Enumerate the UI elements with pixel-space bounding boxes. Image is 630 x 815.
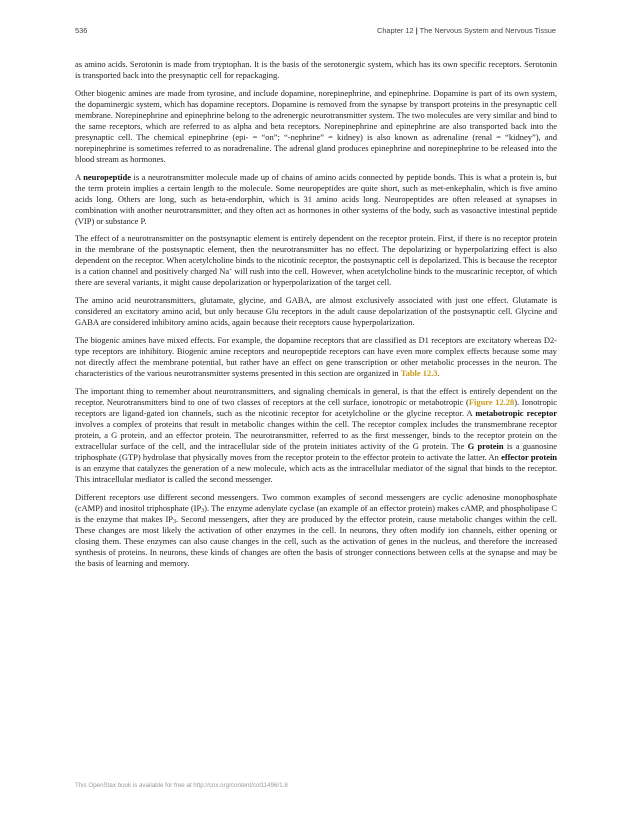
superscript-plus: +: [229, 267, 233, 274]
text-run: The important thing to remember about neurotransmitters, and signaling chemicals in general, is that the effect is entirely dependent on the receptor. Neurotransmitters bind to one of two classes of receptors at the cell surface, ionotropic or metabotropic (: [75, 385, 557, 407]
paragraph-second-messengers: [75, 492, 557, 569]
page-number: 536: [75, 26, 88, 35]
key-term-neuropeptide: neuropeptide: [83, 171, 131, 182]
paragraph-mixed-effects: [75, 335, 557, 379]
key-term-g-protein: G protein: [467, 440, 504, 451]
chapter-prefix: Chapter 12: [376, 26, 414, 35]
text-run: involves a complex of proteins that result in metabolic changes within the cell. The receptor complex includes the transmembrane receptor protein, a G protein, and an effector protein. The neurotransmitter, referred to as the first messenger, binds to the receptor protein on the extracellular surface of the cell, and the intracellular side of the protein initiates activity of the G protein. The: [75, 418, 557, 451]
paragraph-receptor-effect: [75, 233, 557, 288]
table-reference-link[interactable]: Table 12.3: [400, 367, 438, 378]
paragraph-amino-acid-neurotransmitters: The amino acid neurotransmitters, glutamate, glycine, and GABA, are almost exclusively associated with just one effect. Glutamate is considered an excitatory amino acid, but only because Glu receptors in the adult cause depolarization of the postsynaptic cell. Glycine and GABA are considered inhibitory amino acids, again because their receptors cause hyperpolarization.: [75, 295, 557, 328]
paragraph-serotonin: as amino acids. Serotonin is made from tryptophan. It is the basis of the serotonergic system, which has its own specific receptors. Serotonin is transported back into the presynaptic cell for repackaging.: [75, 59, 557, 80]
paragraph-biogenic-amines: Other biogenic amines are made from tyrosine, and include dopamine, norepinephrine, and epinephrine. Dopamine is part of its own system, the dopaminergic system, which has dopamine receptors. Dopamine is removed from the synapse by transport proteins in the presynaptic cell membrane. Norepinephrine and epinephrine belong to the adrenergic neurotransmitter system. The two molecules are very similar and bind to the same receptors, which are referred to as alpha and beta receptors. Norepinephrine and epinephrine are also transported back into the presynaptic cell. The chemical epinephrine (epi- = “on”; “-nephrine” = kidney) is also known as adrenaline (renal = “kidney”), and norepinephrine is sometimes referred to as noradrenaline. The adrenal gland produces epinephrine and norepinephrine to be released into the blood stream as hormones.: [75, 87, 557, 164]
text-run: is a neurotransmitter molecule made up of chains of amino acids connected by peptide bonds. This is what a protein is, but the term protein implies a certain length to the molecule. Some neuropeptides are quite short, such as met-enkephalin, which is five amino acids long. Others are long, such as beta-endorphin, which is 31 amino acids long. Neuropeptides are often released at synapses in combination with another neurotransmitter, and they often act as hormones in other systems of the body, such as vasoactive intestinal peptide (VIP) or substance P.: [75, 171, 557, 226]
text-run: A: [75, 171, 84, 182]
text-run: will rush into the cell. However, when acetylcholine binds to the muscarinic receptor, of which there are several variants, it might cause depolarization or hyperpolarization of the target cell.: [75, 266, 557, 288]
key-term-metabotropic-receptor: metabotropic receptor: [475, 407, 557, 418]
key-term-effector-protein: effector protein: [501, 451, 557, 462]
text-run: ). The enzyme adenylate cyclase (an example of an effector protein) makes cAMP, and phospholipase C is the enzyme that makes IP: [75, 502, 558, 524]
page-footer: This OpenStax book is available for free at http://cnx.org/content/col11496/1.8: [75, 782, 288, 789]
chapter-title: The Nervous System and Nervous Tissue: [419, 26, 556, 35]
page-header: [75, 26, 556, 38]
text-run: .: [437, 367, 440, 378]
running-head: [377, 26, 556, 35]
header-separator: |: [415, 26, 418, 35]
text-run: is a guanosine triphosphate (GTP) hydrolase that physically moves from the receptor protein to the effector protein to activate the latter. An: [75, 440, 557, 462]
paragraph-neuropeptide: [75, 172, 557, 227]
page-body: [75, 59, 557, 575]
text-run: ). Ionotropic receptors are ligand-gated ion channels, such as the nicotinic receptor for acetylcholine or the glycine receptor. A: [75, 396, 558, 418]
text-run: The biogenic amines have mixed effects. For example, the dopamine receptors that are classified as D1 receptors are excitatory whereas D2-type receptors are inhibitory. Biogenic amine receptors and neuropeptide receptors can have even more complex effects because some may not directly affect the membrane potential, but rather have an effect on gene transcription or other metabolic processes in the neuron. The characteristics of the various neurotransmitter systems presented in this section are organized in: [75, 334, 557, 378]
text-run: . Second messengers, after they are produced by the effector protein, cause metabolic changes within the cell. These changes are most likely the activation of other enzymes in the cell. In neurons, they often modify ion channels, either opening or closing them. These enzymes can also cause changes in the cell, such as the activation of genes in the nucleus, and therefore the increased synthesis of proteins. In neurons, these kinds of changes are often the basis of stronger connections between cells at the synapse and may be the basis of learning and memory.: [75, 513, 557, 568]
figure-reference-link[interactable]: Figure 12.28: [468, 396, 515, 407]
text-run: is an enzyme that catalyzes the generation of a new molecule, which acts as the intracellular mediator of the signal that binds to the receptor. This intracellular mediator is called the second messenger.: [75, 462, 557, 484]
text-run: The effect of a neurotransmitter on the postsynaptic element is entirely dependent on the receptor protein. First, if there is no receptor protein in the membrane of the postsynaptic element, then the neurotransmitter has no effect. The depolarizing or hyperpolarizing effect is also dependent on the receptor. When acetylcholine binds to the nicotinic receptor, the postsynaptic cell is depolarized. This is because the receptor is a cation channel and positively charged Na: [75, 233, 557, 277]
subscript-3: 3: [201, 507, 205, 514]
text-run: Different receptors use different second messengers. Two common examples of second messengers are cyclic adenosine monophosphate (cAMP) and inositol triphosphate (IP: [75, 491, 557, 513]
paragraph-receptor-classes: [75, 386, 557, 485]
subscript-3: 3: [173, 518, 176, 525]
